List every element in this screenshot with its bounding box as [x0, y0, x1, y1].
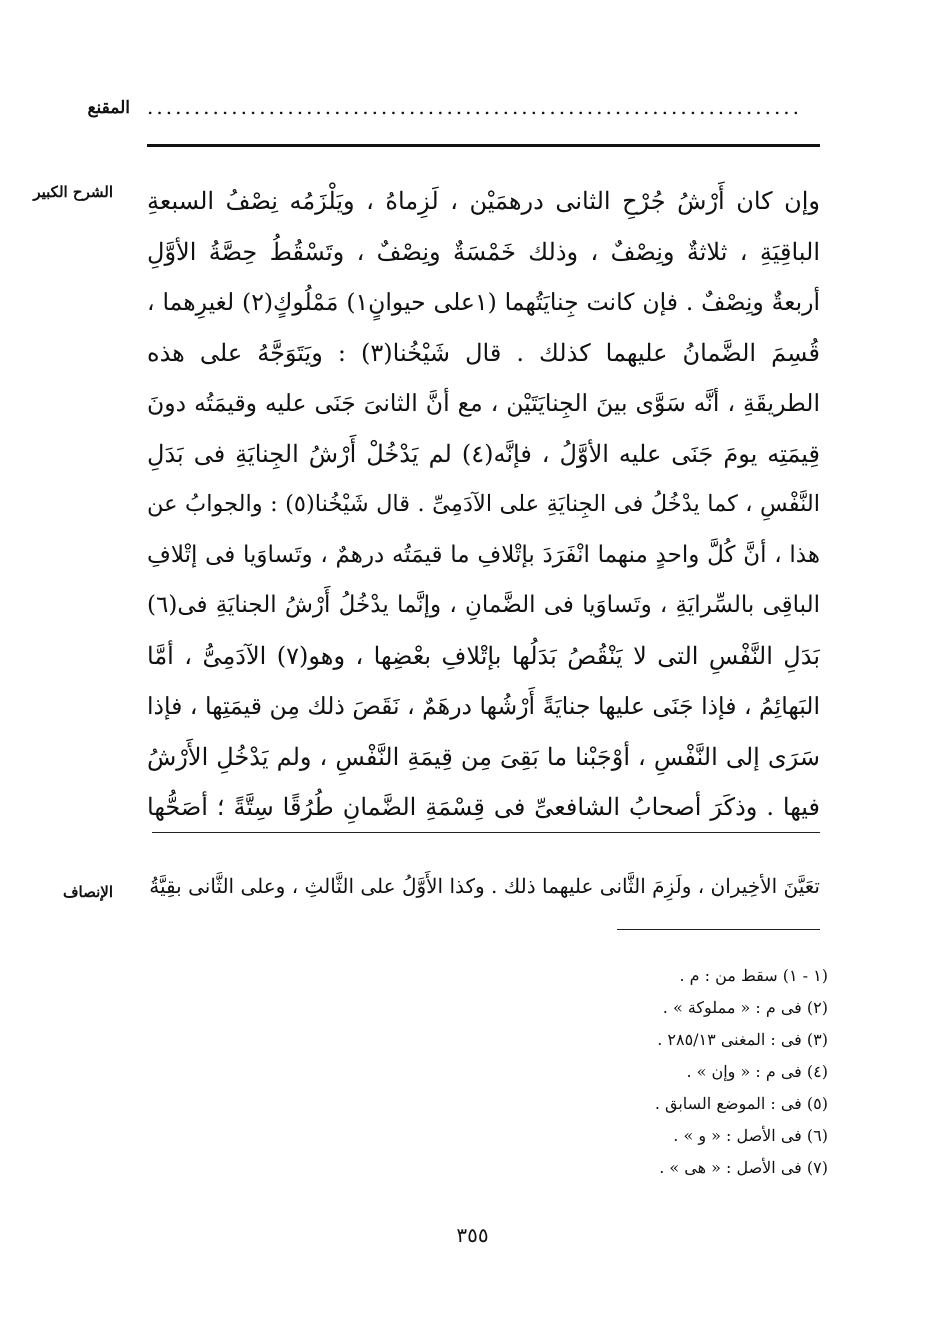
text-line: سَرَى إلى النَّفْسِ ، أوْجَبْنا ما بَقِىَ مِن قِيمَةِ النَّفْسِ ، ولم يَدْخُلِ الأَرْشُ — [147, 742, 820, 771]
text-line: البَهائِمُ ، فإذا جَنَى عليها جنايَةً أَرْشُها درهَمٌ ، نَقَصَ ذلك مِن قيمَتِها ، فإذا — [147, 692, 820, 720]
footnote: (٢) فى م : « مملوكة » . — [662, 998, 828, 1017]
text-line: الباقِى بالسِّرايَةِ ، وتَساوَيا فى الضَّمانِ ، وإنَّما يدْخُلُ أَرْشُ الجنايَةِ فى(٦) — [147, 592, 820, 618]
text-line: هذا ، أنَّ كُلَّ واحدٍ منهما انْفَرَدَ بإتْلافِ ما قيمَتُه درهمٌ ، وتَساوَيا فى إتْلافِ — [147, 541, 820, 568]
header-dotted-leader: ...................................................................... — [147, 95, 803, 119]
insaf-text-line: تعَيَّنَ الأخِيران ، ولَزِمَ الثَّانى عليهما ذلك . وكذا الأَوَّلُ على الثَّالثِ ، وعلى الثَّانى بقِيَّةُ — [149, 874, 820, 898]
text-line: الباقِيَةِ ، ثلاثةٌ ونِصْفٌ ، وذلك خَمْسَةٌ ونِصْفٌ ، وتَسْقُطُ حِصَّةُ الأوَّلِ — [147, 237, 820, 266]
insaf-side-label: الإنصاف — [62, 883, 113, 901]
footnotes — [655, 960, 828, 1184]
text-line: قُسِمَ الضَّمانُ عليهما كذلك . قال شَيْخُنا(٣) : ويَتَوَجَّهُ على هذه — [147, 338, 820, 367]
book-title: المقنع — [87, 98, 130, 118]
footnote: (٤) فى م : « وإن » . — [686, 1062, 828, 1081]
header-rule — [147, 144, 820, 147]
text-line: وإن كان أَرْشُ جُرْحِ الثانى درهمَيْن ، لَزِماهُ ، ويَلْزَمُه نِصْفُ السبعةِ — [147, 187, 820, 215]
text-line: أربعةٌ ونِصْفٌ . فإن كانت جِنايَتُهما (١على حيوانٍ١) مَمْلُوكٍ(٢) لغيرِهما ، — [147, 288, 820, 316]
footnote: (٣) فى : المغنى ٢٨٥/١٣ . — [657, 1030, 828, 1049]
text-line: فيها . وذكَرَ أصحابُ الشافعىِّ فى قِسْمَةِ الضَّمانِ طُرُقًا سِتَّةً ؛ أصَحُّها — [147, 793, 820, 821]
section-divider — [152, 832, 820, 833]
main-text-block — [147, 176, 820, 833]
text-line: قِيمَتِه يومَ جَنَى عليه الأوَّلُ ، فإنَّه(٤) لم يَدْخُلْ أَرْشُ الجِنايَةِ فى بَدَلِ — [147, 439, 820, 468]
footnote: (١ - ١) سقط من : م . — [679, 966, 828, 985]
footnote: (٥) فى : الموضع السابق . — [654, 1094, 828, 1113]
page-number: ٣٥٥ — [456, 1223, 489, 1247]
text-line: النَّفْسِ ، كما يدْخُلُ فى الجِنايَةِ على الآدَمِىِّ . قال شَيْخُنا(٥) : والجوابُ عن — [147, 491, 820, 517]
text-line: الطريقَةِ ، أنَّه سَوَّى بينَ الجِنايَتَيْن ، مع أنَّ الثانىَ جَنَى عليه وقيمَتُه دونَ — [147, 389, 820, 417]
sharh-side-label: الشرح الكبير — [33, 183, 113, 201]
footnote: (٧) فى الأصل : « هى » . — [659, 1158, 828, 1177]
footnote-rule — [617, 929, 820, 930]
footnote: (٦) فى الأصل : « و » . — [673, 1126, 828, 1145]
text-line: بَدَلِ النَّفْسِ التى لا يَنْقُصُ بَدَلُها بإتْلافِ بعْضِها ، وهو(٧) الآدَمِىُّ ، أمَّا — [147, 641, 820, 670]
